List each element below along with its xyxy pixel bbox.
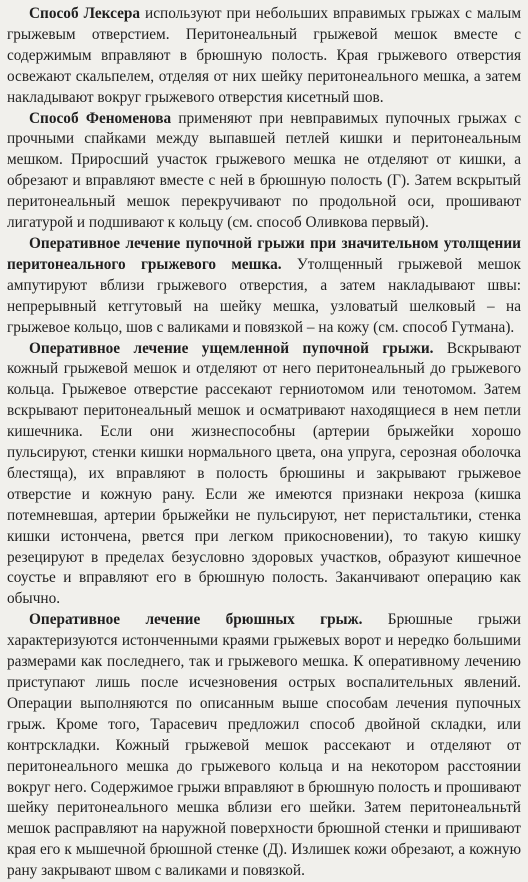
- paragraph-lead: Способ Феноменова: [29, 109, 172, 127]
- paragraph-lead: Оперативное лечение брюшных грыж.: [29, 611, 363, 629]
- paragraph-thickened-sac-treatment: [7, 234, 521, 339]
- paragraph-body: Вскрывают кожный грыжевой мешок и отделяют от него перитонеальный до грыжевого кольца. Грыжевое отверстие рассекают герниотомом или тенотомом. Затем вскрывают перитонеальный мешок и осматривают находящиеся в нем петли кишечника. Если они жизнеспособны (артерии брыжейки хорошо пульсируют, стенки кишки нормального цвета, она упруга, серозная оболочка блестяща), их вправляют в полость брюшины и закрывают грыжевое отверстие и кожную рану. Если же имеются признаки некроза (кишка потемневшая, артерии брыжейки не пульсируют, нет перистальтики, стенка кишки истончена, рвется при легком прикосновении), то такую кишку резецируют в пределах безусловно здоровых участков, образуют кишечное соустье и вправляют его в брюшную полость. Заканчивают операцию как обычно.: [7, 339, 521, 608]
- paragraph-lead: Оперативное лечение пупочной грыжи при значительном утолщении перитонеального грыжевого мешка.: [7, 234, 521, 273]
- paragraph-fenomenov-method: [7, 109, 521, 234]
- paragraph-lead: Способ Лексера: [29, 5, 141, 22]
- paragraph-abdominal-hernia-treatment: [7, 610, 521, 882]
- paragraph-lexer-method: [7, 4, 521, 109]
- paragraph-lead: Оперативное лечение ущемленной пупочной грыжи.: [29, 339, 434, 357]
- paragraph-body: используют при небольших вправимых грыжах с малым грыжевым отверстием. Перитонеальный грыжевой мешок вместе с содержимым вправляют в брюшную полость. Края грыжевого отверстия освежают скальпелем, отделяя от них шейку перитонеального мешка, а затем накладывают вокруг грыжевого отверстия кисетный шов.: [7, 5, 521, 106]
- paragraph-strangulated-hernia-treatment: [7, 339, 521, 611]
- paragraph-body: Брюшные грыжи характеризуются истонченными краями грыжевых ворот и нередко большими размерами как последнего, так и грыжевого мешка. К оперативному лечению приступают лишь после исчезновения острых воспалительных явлений. Операции выполняются по описанным выше способам лечения пупочных грыж. Кроме того, Тарасевич предложил способ двойной складки, или контрскладки. Кожный грыжевой мешок рассекают и отделяют от перитонеального мешка до грыжевого кольца и на некотором расстоянии вокруг него. Содержимое грыжи вправляют в брюшную полость и прошивают шейку перитонеального мешка вблизи его шейки. Затем перитонеальньтй мешок расправляют на наружной поверхности брюшной стенки и пришивают края его к мышечной брюшной стенке (Д). Излишек кожи обрезают, а кожную рану закрывают швом с валиками и повязкой.: [7, 611, 521, 880]
- paragraph-body: применяют при невправимых пупочных грыжах с прочными спайками между выпавшей петлей кишки и перитонеальным мешком. Приросший участок грыжевого мешка не отделяют от кишки, а обрезают и вправляют вместе с ней в брюшную полость (Г). Затем вскрытый перитонеальный мешок перекручивают по продольной оси, прошивают лигатурой и подшивают к кольцу (см. способ Оливкова первый).: [7, 109, 521, 232]
- paragraph-body: Утолщенный грыжевой мешок ампутируют вблизи грыжевого отверстия, а затем накладывают швы: непрерывный кетгутовый на шейку мешка, узловатый шелковый – на грыжевое кольцо, шов с валиками и повязкой – на кожу (см. способ Гутмана).: [7, 255, 521, 336]
